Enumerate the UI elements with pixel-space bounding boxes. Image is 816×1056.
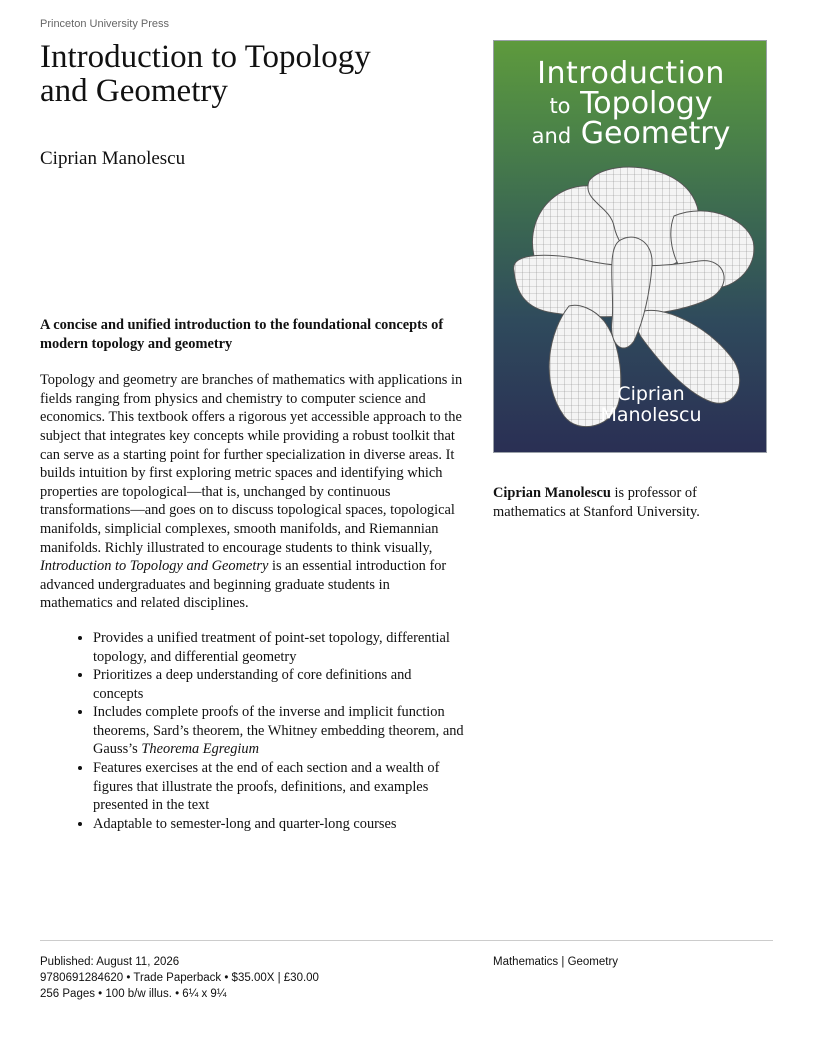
cover-title-line-3	[494, 116, 767, 151]
feature-text: Prioritizes a deep understanding of core definitions and concepts	[93, 667, 412, 702]
cover-title-topology: Topology	[580, 86, 713, 121]
main-column	[40, 316, 465, 833]
feature-text: Includes complete proofs of the inverse and implicit function theorems, Sard’s theorem, the Whitney embedding theorem, and Gauss’s	[93, 704, 464, 758]
description	[40, 371, 465, 613]
edition-info: 9780691284620 • Trade Paperback • $35.00X | £30.00	[40, 972, 319, 984]
book-author: Ciprian Manolescu	[40, 148, 186, 169]
author-bio	[493, 484, 733, 521]
cover-author	[566, 384, 736, 426]
cover-title-geometry: Geometry	[580, 116, 731, 151]
book-title-line-1: Introduction to Topology	[40, 39, 371, 75]
book-title-line-2: and Geometry	[40, 73, 228, 109]
cover-title-line-1: Introduction	[537, 56, 725, 91]
publish-date: Published: August 11, 2026	[40, 956, 180, 968]
feature-item	[93, 703, 465, 759]
feature-text: Adaptable to semester-long and quarter-long courses	[93, 815, 397, 832]
cover-author-first: Ciprian	[617, 383, 685, 405]
description-italic-title: Introduction to Topology and Geometry	[40, 558, 269, 575]
book-specs: 256 Pages • 100 b/w illus. • 6¼ x 9¼	[40, 988, 227, 1000]
cover-title-and: and	[531, 124, 572, 148]
description-part-2: is an essential introduction for advanced undergraduates and beginning graduate students in mathematics and related disciplines.	[40, 558, 447, 612]
feature-item	[93, 629, 465, 666]
cover-title	[494, 56, 767, 151]
cover-author-last: Manolescu	[600, 404, 702, 426]
feature-item	[93, 759, 465, 815]
publisher-name: Princeton University Press	[40, 18, 169, 30]
cover-title-line-2	[494, 86, 767, 121]
feature-list	[40, 629, 465, 834]
footer-divider	[40, 940, 773, 941]
feature-text: Features exercises at the end of each section and a wealth of figures that illustrate the proofs, definitions, and examples presented in the text	[93, 760, 440, 814]
feature-text: Provides a unified treatment of point-set topology, differential topology, and differential geometry	[93, 629, 450, 665]
book-title	[40, 40, 460, 108]
feature-italic: Theorema Egregium	[141, 741, 260, 758]
feature-item	[93, 815, 465, 834]
tagline: A concise and unified introduction to the foundational concepts of modern topology and geometry	[40, 317, 444, 352]
description-part-1: Topology and geometry are branches of mathematics with applications in fields ranging from physics and chemistry to computer science and economics. This textbook offers a rigorous yet accessible approach to the subject that integrates key concepts while providing a robust toolkit that can serve as a starting point for further specialization in diverse areas. It builds intuition by first exploring metric spaces and identifying which properties are topological—that is, unchanged by continuous transformations—and goes on to discuss topological spaces, topological manifolds, simplicial complexes, smooth manifolds, and Riemannian manifolds. Richly illustrated to encourage students to think visually,	[40, 372, 463, 556]
bio-name: Ciprian Manolescu	[493, 485, 611, 501]
book-cover	[493, 40, 767, 453]
cover-title-to: to	[549, 94, 571, 118]
subject-categories: Mathematics | Geometry	[493, 956, 619, 968]
footer-details	[40, 954, 319, 1002]
bio-text: is professor of mathematics at Stanford University.	[493, 485, 700, 520]
feature-item	[93, 666, 465, 703]
